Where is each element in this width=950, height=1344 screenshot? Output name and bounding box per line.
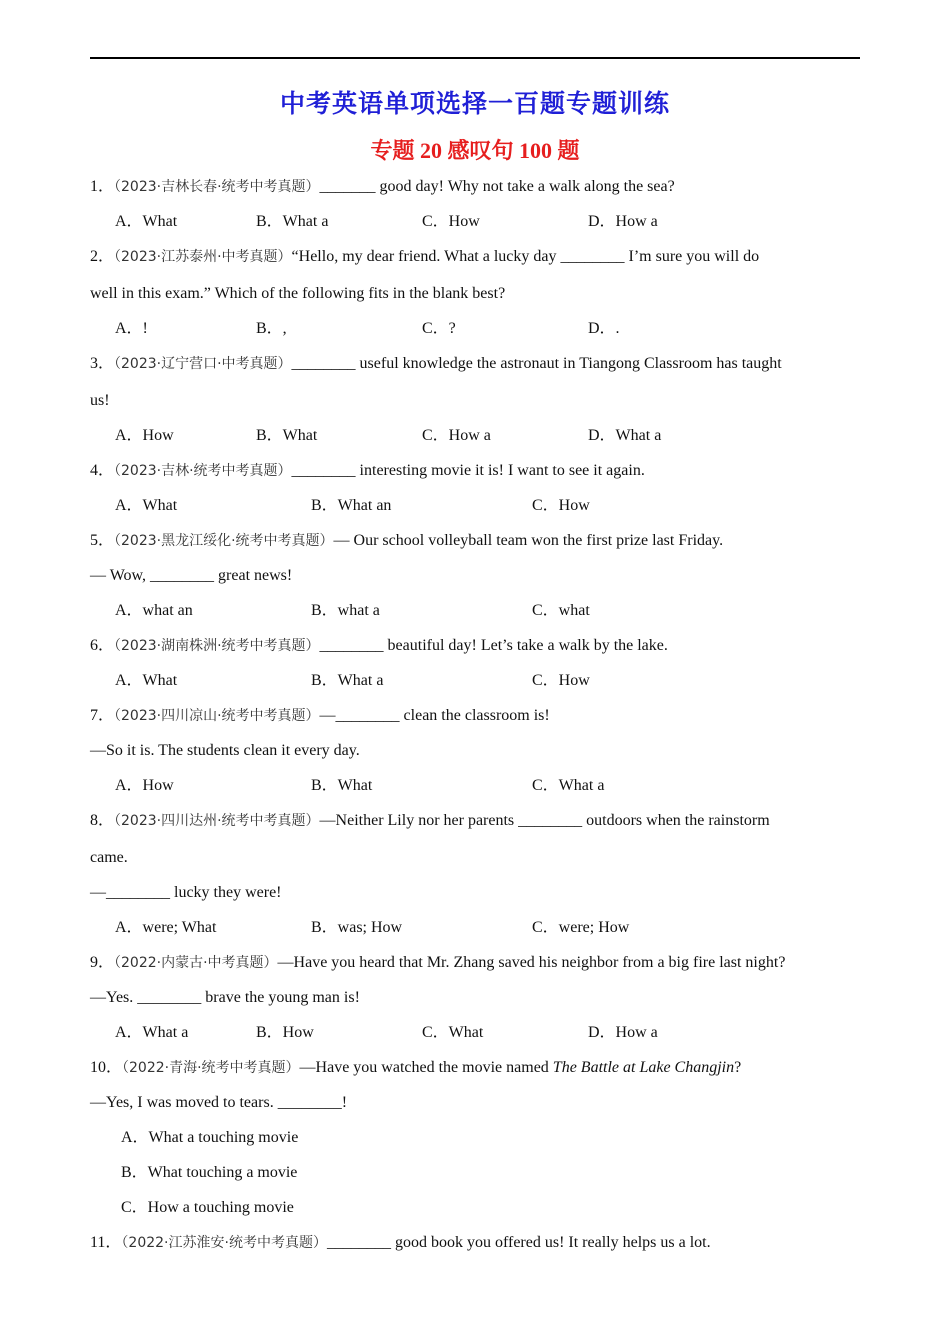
question-8-cont: came.: [90, 849, 128, 866]
question-8: 8．（2023·四川达州·统考中考真题）—Neither Lily nor her parents ________ outdoors when the rainstorm: [90, 812, 770, 829]
page-subtitle: 专题 20 感叹句 100 题: [370, 138, 580, 163]
option[interactable]: C．How: [532, 672, 590, 689]
question-5-cont: — Wow, ________ great news!: [90, 567, 293, 584]
option[interactable]: C．what: [532, 602, 590, 619]
question-10-cont: —Yes, I was moved to tears. ________!: [90, 1094, 348, 1111]
question-1: 1．（2023·吉林长春·统考中考真题）_______ good day! Why not take a walk along the sea?: [90, 178, 675, 195]
option[interactable]: B．What: [311, 777, 373, 794]
option[interactable]: A．How: [115, 427, 174, 444]
option[interactable]: A．!: [115, 320, 148, 337]
option[interactable]: B．What a: [256, 213, 329, 230]
option[interactable]: A．How: [115, 777, 174, 794]
option[interactable]: C．How: [422, 213, 480, 230]
option[interactable]: B．was; How: [311, 919, 403, 936]
question-9-cont: —Yes. ________ brave the young man is!: [90, 989, 360, 1006]
option[interactable]: C．?: [422, 320, 456, 337]
question-2: 2．（2023·江苏泰州·中考真题）“Hello, my dear friend. What a lucky day ________ I’m sure you will do: [90, 248, 760, 265]
option[interactable]: C．What a: [532, 777, 605, 794]
option[interactable]: C．were; How: [532, 919, 630, 936]
option[interactable]: A．What: [115, 213, 178, 230]
option[interactable]: D．What a: [588, 427, 662, 444]
option[interactable]: B．,: [256, 320, 287, 337]
option[interactable]: A．What: [115, 497, 178, 514]
option[interactable]: D．How a: [588, 1024, 658, 1041]
option[interactable]: C．How a touching movie: [121, 1199, 294, 1216]
question-11: 11．（2022·江苏淮安·统考中考真题）________ good book you offered us! It really helps us a lot.: [90, 1234, 711, 1251]
movie-title: The Battle at Lake Changjin: [552, 1059, 735, 1076]
option[interactable]: B．What touching a movie: [121, 1164, 298, 1181]
question-3: 3．（2023·辽宁营口·中考真题）________ useful knowledge the astronaut in Tiangong Classroom has taught: [90, 355, 782, 372]
question-5: 5．（2023·黑龙江绥化·统考中考真题）— Our school volleyball team won the first prize last Friday.: [90, 532, 724, 549]
question-7-cont: —So it is. The students clean it every day.: [90, 742, 360, 759]
question-6: 6．（2023·湖南株洲·统考中考真题）________ beautiful day! Let’s take a walk by the lake.: [90, 637, 668, 654]
option[interactable]: B．What: [256, 427, 318, 444]
option[interactable]: A．What a touching movie: [121, 1129, 299, 1146]
option[interactable]: A．what an: [115, 602, 193, 619]
option[interactable]: D．.: [588, 320, 620, 337]
option[interactable]: A．were; What: [115, 919, 217, 936]
option[interactable]: B．What a: [311, 672, 384, 689]
question-9: 9．（2022·内蒙古·中考真题）—Have you heard that Mr. Zhang saved his neighbor from a big fire last night?: [90, 954, 786, 971]
option[interactable]: C．How a: [422, 427, 491, 444]
option[interactable]: B．What an: [311, 497, 392, 514]
top-rule: [90, 57, 860, 59]
page-title: 中考英语单项选择一百题专题训练: [279, 91, 670, 118]
option[interactable]: A．What: [115, 672, 178, 689]
option[interactable]: B．How: [256, 1024, 314, 1041]
question-7: 7．（2023·四川凉山·统考中考真题）—________ clean the classroom is!: [90, 707, 550, 724]
option[interactable]: C．How: [532, 497, 590, 514]
question-4: 4．（2023·吉林·统考中考真题）________ interesting movie it is! I want to see it again.: [90, 462, 645, 479]
option[interactable]: C．What: [422, 1024, 484, 1041]
option[interactable]: D．How a: [588, 213, 658, 230]
question-3-cont: us!: [90, 392, 110, 409]
question-2-cont: well in this exam.” Which of the following fits in the blank best?: [90, 285, 506, 302]
option[interactable]: A．What a: [115, 1024, 189, 1041]
question-10: 10．（2022·青海·统考中考真题）—Have you watched the movie named The Battle at Lake Changjin?: [90, 1059, 742, 1076]
question-8-cont: —________ lucky they were!: [90, 884, 282, 901]
option[interactable]: B．what a: [311, 602, 380, 619]
